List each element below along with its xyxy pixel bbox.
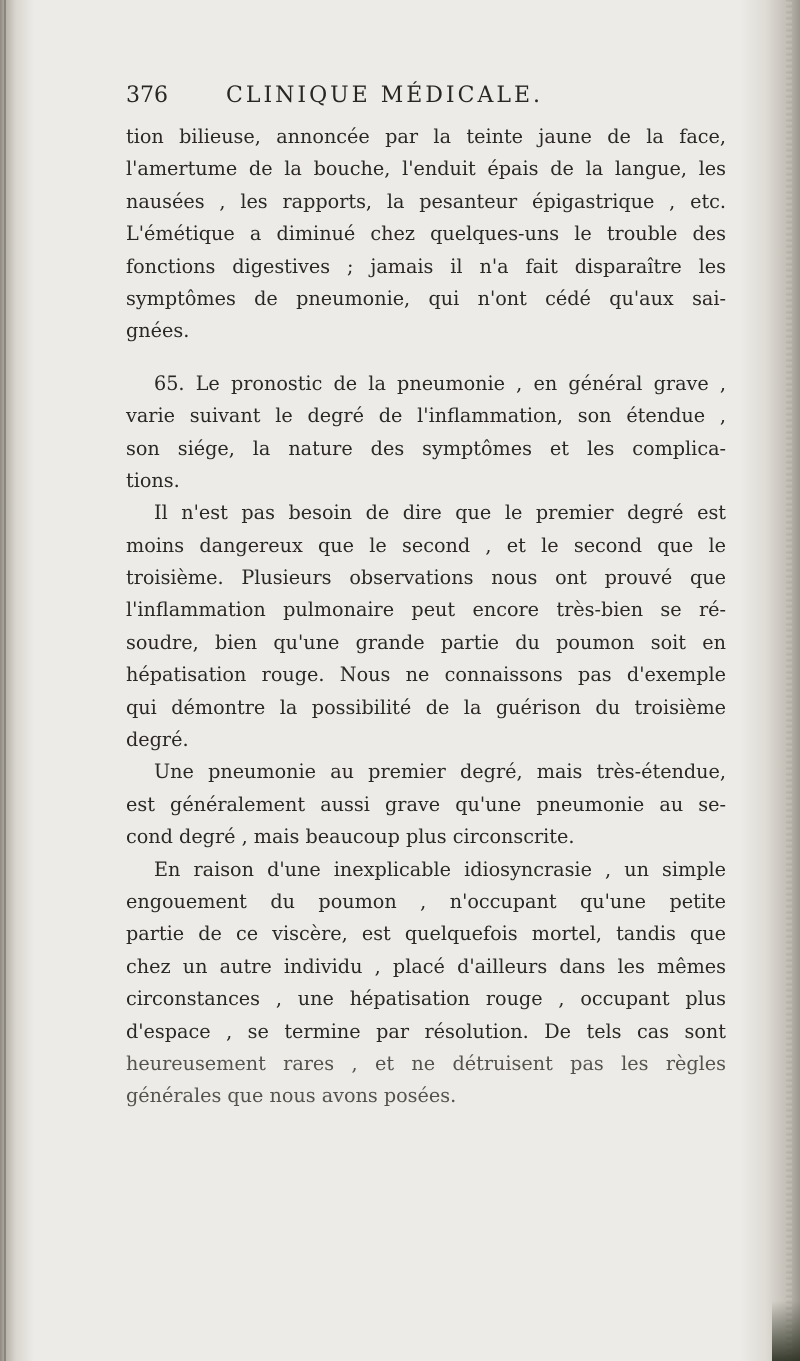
text-line: nausées , les rapports, la pesanteur épigastrique , etc.: [126, 189, 726, 213]
text-line: symptômes de pneumonie, qui n'ont cédé qu'aux sai-: [126, 286, 726, 310]
text-line: son siége, la nature des symptômes et les complica-: [126, 436, 726, 460]
text-line: circonstances , une hépatisation rouge , occupant plus: [126, 987, 726, 1011]
text-line: tion bilieuse, annoncée par la teinte jaune de la face,: [126, 125, 726, 148]
text-line: chez un autre individu , placé d'ailleurs dans les mêmes: [126, 954, 726, 978]
paragraph-5: [126, 854, 726, 1113]
text-line: cond degré , mais beaucoup plus circonscrite.: [126, 825, 575, 849]
text-line: gnées.: [126, 319, 190, 343]
running-title: CLINIQUE MÉDICALE.: [226, 83, 544, 108]
text-line: troisième. Plusieurs observations nous ont prouvé que: [126, 566, 726, 590]
text-line: engouement du poumon , n'occupant qu'une petite: [126, 889, 726, 913]
text-line: tions.: [126, 468, 180, 492]
text-line: l'amertume de la bouche, l'enduit épais de la langue, les: [126, 157, 726, 181]
text-line: moins dangereux que le second , et le second que le: [126, 533, 726, 557]
text-line: Une pneumonie au premier degré, mais très-étendue,: [154, 760, 726, 784]
text-line: qui démontre la possibilité de la guérison du troisième: [126, 695, 726, 719]
text-line: L'émétique a diminué chez quelques-uns le trouble des: [126, 222, 726, 246]
text-line: degré.: [126, 728, 189, 752]
text-line: est généralement aussi grave qu'une pneumonie au se-: [126, 792, 726, 816]
text-line: varie suivant le degré de l'inflammation, son étendue ,: [126, 404, 726, 428]
text-line: soudre, bien qu'une grande partie du poumon soit en: [126, 630, 726, 654]
text-line: 65. Le pronostic de la pneumonie , en général grave ,: [154, 371, 726, 395]
text-line: hépatisation rouge. Nous ne connaissons pas d'exemple: [126, 663, 726, 687]
paragraph-4: [126, 756, 726, 853]
paragraph-gap: [126, 348, 726, 368]
text-line: l'inflammation pulmonaire peut encore très-bien se ré-: [126, 598, 726, 622]
text-line: En raison d'une inexplicable idiosyncrasie , un simple: [154, 857, 726, 881]
paragraph-65: [126, 368, 726, 498]
book-gutter-shadow: [0, 0, 34, 1361]
text-line: heureusement rares , et ne détruisent pas les règles: [126, 1051, 726, 1075]
paragraph-3: [126, 497, 726, 756]
paragraph-1: [126, 121, 726, 348]
page-number: 376: [126, 83, 168, 108]
book-page-text: [126, 83, 726, 1113]
text-line: d'espace , se termine par résolution. De tels cas sont: [126, 1019, 726, 1043]
text-line: fonctions digestives ; jamais il n'a fait disparaître les: [126, 254, 726, 278]
text-line: générales que nous avons posées.: [126, 1084, 457, 1108]
page-edge-shadow: [740, 0, 800, 1361]
text-line: partie de ce viscère, est quelquefois mortel, tandis que: [126, 922, 726, 946]
page-corner-smudge: [772, 1301, 800, 1361]
running-head: [126, 83, 726, 121]
text-line: Il n'est pas besoin de dire que le premier degré est: [154, 501, 726, 525]
